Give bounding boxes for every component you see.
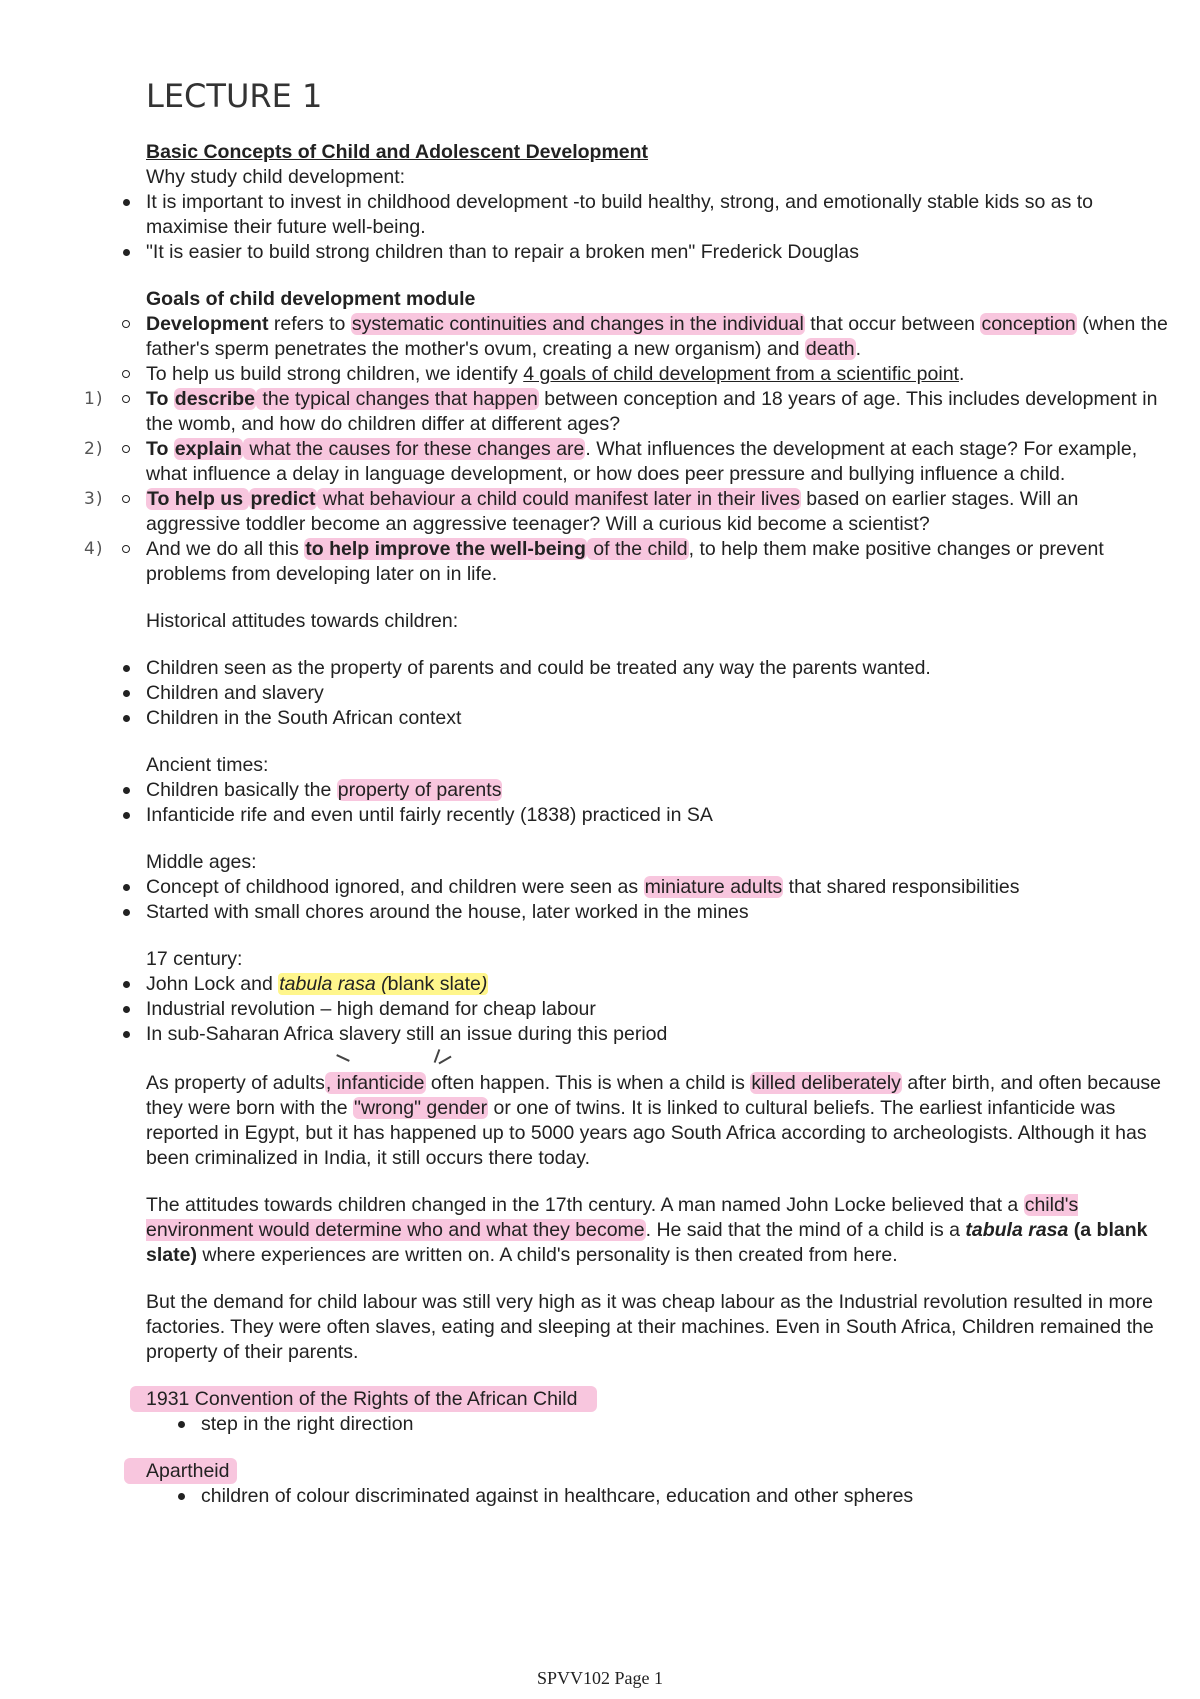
highlight: miniature adults <box>644 876 783 898</box>
handwritten-number: 2) <box>84 439 104 459</box>
text: Children basically the <box>146 779 337 801</box>
list-item: Industrial revolution – high demand for cheap labour <box>146 997 1176 1022</box>
text: The attitudes towards children changed in the 17th century. A man named John Locke believed that a <box>146 1194 1024 1216</box>
handwritten-number: 1) <box>84 389 104 409</box>
text: (when the father's sperm penetrates the mother's ovum, creating a new organism) and <box>146 313 1168 360</box>
highlight: conception <box>981 313 1076 335</box>
list-item <box>84 537 1176 587</box>
list-item: step in the right direction <box>201 1412 1176 1437</box>
list-item <box>146 312 1176 362</box>
highlight: To help us <box>147 488 249 510</box>
list-item: "It is easier to build strong children than to repair a broken men" Frederick Douglas <box>146 240 1176 265</box>
list-item: children of colour discriminated against in healthcare, education and other spheres <box>201 1484 1176 1509</box>
list-item: In sub-Saharan Africa slavery still an issue during this period <box>146 1022 1176 1047</box>
ancient-intro: Ancient times: <box>146 754 269 776</box>
highlight: what behaviour a child could manifest later in their lives <box>317 488 800 510</box>
text-bold: (a blank slate) <box>146 1219 1148 1266</box>
text-bold: To <box>146 388 174 410</box>
text-italic: ) <box>480 973 488 995</box>
historical-intro: Historical attitudes towards children: <box>146 610 459 632</box>
underlined-text: 4 goals of child development from a scientific point <box>523 363 959 385</box>
handwritten-number: 4) <box>84 539 104 559</box>
list-item: Started with small chores around the house, later worked in the mines <box>146 900 1176 925</box>
highlight: systematic continuities and changes in the individual <box>351 313 804 335</box>
page-title: LECTURE 1 <box>146 77 323 115</box>
text: between conception and 18 years of age. This includes development in the womb, and how do children differ at different ages? <box>146 388 1158 435</box>
text: . <box>855 338 862 360</box>
text: that occur between <box>804 313 981 335</box>
text: John Lock and <box>146 973 279 995</box>
text: . What influences the development at each stage? For example, what influence a delay in language development, or how does peer pressure and bullying influence a child. <box>146 438 1138 485</box>
apartheid-heading <box>146 1459 1176 1484</box>
highlight: predict <box>250 488 316 510</box>
text: where experiences are written on. A child's personality is then created from here. <box>196 1244 898 1266</box>
text: after birth, and often because they were born with the <box>146 1072 1162 1119</box>
highlight: the typical changes that happen <box>257 388 538 410</box>
highlight: what the causes for these changes are <box>244 438 585 460</box>
list-item <box>146 972 1176 997</box>
list-item <box>146 778 1176 803</box>
historical-list <box>146 656 1176 731</box>
century-17-intro: 17 century: <box>146 948 243 970</box>
text: . He said that the mind of a child is a <box>645 1219 966 1241</box>
why-study-list <box>146 190 1176 265</box>
handwritten-number: 3) <box>84 489 104 509</box>
text: Concept of childhood ignored, and children were seen as <box>146 876 644 898</box>
page-content <box>84 76 1176 1509</box>
goals-heading: Goals of child development module <box>146 288 476 310</box>
text-bold: To <box>146 438 174 460</box>
list-item: It is important to invest in childhood development -to build healthy, strong, and emotionally stable kids so as to maximise their future well-being. <box>146 190 1176 240</box>
text: To help us build strong children, we identify <box>146 363 524 385</box>
term-bold: Development <box>146 313 269 335</box>
paragraph-child-labour: But the demand for child labour was still very high as it was cheap labour as the Industrial revolution resulted in more factories. They were often slaves, eating and sleeping at their machines. Even in South Africa, Children remained the property of their parents. <box>146 1291 1154 1363</box>
ancient-list <box>146 778 1176 828</box>
section-heading: Basic Concepts of Child and Adolescent Development <box>146 141 649 163</box>
highlight: 1931 Convention of the Rights of the African Child <box>130 1386 597 1412</box>
list-item: Children and slavery <box>146 681 1176 706</box>
intro-text: Why study child development: <box>146 166 406 188</box>
text: As property of adults <box>146 1072 325 1094</box>
list-item: Infanticide rife and even until fairly recently (1838) practiced in SA <box>146 803 1176 828</box>
highlight: Apartheid <box>124 1458 237 1484</box>
text: blank slate <box>387 973 481 995</box>
list-item <box>146 875 1176 900</box>
list-item: Children in the South African context <box>146 706 1176 731</box>
page-footer: SPVV102 Page 1 <box>536 1668 663 1688</box>
convention-heading <box>146 1387 1176 1412</box>
paragraph-locke <box>146 1193 1176 1268</box>
apartheid-list <box>201 1484 1176 1509</box>
highlight: explain <box>174 438 242 460</box>
text: based on earlier stages. Will an aggressive toddler become an aggressive teenager? Will a curious kid become a scientist? <box>146 488 1079 535</box>
text: . <box>958 363 965 385</box>
text: refers to <box>268 313 351 335</box>
middle-ages-list <box>146 875 1176 925</box>
list-item <box>84 437 1176 487</box>
highlight: of the child <box>587 538 688 560</box>
highlight: , infanticide <box>325 1072 425 1094</box>
highlight: to help improve the well-being <box>305 538 586 560</box>
highlight: describe <box>174 388 256 410</box>
text: often happen. This is when a child is <box>425 1072 751 1094</box>
highlight: killed deliberately <box>751 1072 901 1094</box>
highlight: property of parents <box>337 779 502 801</box>
convention-list <box>201 1412 1176 1437</box>
text: that shared responsibilities <box>783 876 1020 898</box>
century-17-list <box>146 972 1176 1047</box>
text-italic: tabula rasa ( <box>279 973 388 995</box>
goals-list <box>84 312 1176 587</box>
highlight: "wrong" gender <box>354 1097 488 1119</box>
middle-ages-intro: Middle ages: <box>146 851 257 873</box>
list-item: Children seen as the property of parents and could be treated any way the parents wanted. <box>146 656 1176 681</box>
highlight-yellow <box>278 973 488 995</box>
highlight: child's environment would determine who and what they become <box>146 1194 1079 1241</box>
highlight: death <box>805 338 855 360</box>
list-item <box>84 487 1176 537</box>
text: And we do all this <box>146 538 305 560</box>
list-item <box>84 387 1176 437</box>
text: , to help them make positive changes or prevent problems from developing later on in life. <box>146 538 1104 585</box>
paragraph-infanticide <box>146 1071 1176 1171</box>
list-item <box>146 362 1176 387</box>
text: or one of twins. It is linked to cultural beliefs. The earliest infanticide was reported in Egypt, but it has happened up to 5000 years ago South Africa according to archeologists. Although it has been criminalized in India, it still occurs there today. <box>146 1097 1147 1169</box>
text-bold-italic: tabula rasa <box>965 1219 1069 1241</box>
